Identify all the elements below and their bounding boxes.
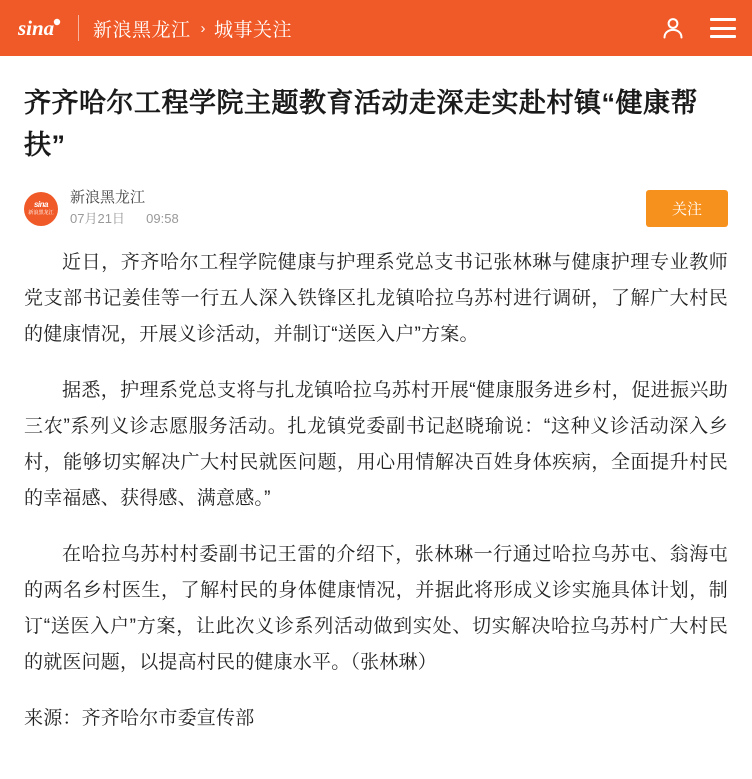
user-icon[interactable] xyxy=(658,13,688,43)
author-info xyxy=(70,188,646,229)
avatar-logo-text: sina xyxy=(33,200,48,209)
breadcrumb-item-channel[interactable]: 城事关注 xyxy=(214,19,293,41)
svg-text:sina: sina xyxy=(18,16,55,40)
breadcrumb-item-site[interactable]: 新浪黑龙江 xyxy=(93,19,191,41)
header-divider xyxy=(78,15,79,41)
sina-logo[interactable] xyxy=(16,13,68,43)
avatar[interactable] xyxy=(24,192,58,226)
publish-date: 07月21日 xyxy=(70,211,125,226)
publish-time: 09:58 xyxy=(146,211,179,226)
article-source: 来源：齐齐哈尔市委宣传部 xyxy=(24,708,255,729)
publish-datetime xyxy=(70,209,646,229)
article-paragraph: 在哈拉乌苏村村委副书记王雷的介绍下，张林琳一行通过哈拉乌苏屯、翁海屯的两名乡村医生，了解村民的身体健康情况，并据此将形成义诊实施具体计划，制订“送医入户”方案，让此次义诊系列活动做到实处、切实解决哈拉乌苏村广大村民的就医问题，以提高村民的健康水平。（张林琳） xyxy=(24,544,728,673)
chevron-right-icon: › xyxy=(200,19,207,37)
article-meta xyxy=(24,188,728,229)
follow-button[interactable]: 关注 xyxy=(646,190,728,227)
avatar-sub-text: 新浪黑龙江 xyxy=(28,210,54,216)
breadcrumb xyxy=(93,15,658,42)
article-container xyxy=(0,56,752,737)
hamburger-menu-icon[interactable] xyxy=(710,18,736,38)
article-paragraph: 近日，齐齐哈尔工程学院健康与护理系党总支书记张林琳与健康护理专业教师党支部书记姜佳等一行五人深入铁锋区扎龙镇哈拉乌苏村进行调研，了解广大村民的健康情况，开展义诊活动，并制订“送医入户”方案。 xyxy=(24,252,728,345)
author-name[interactable]: 新浪黑龙江 xyxy=(70,189,146,206)
article-paragraph: 据悉，护理系党总支将与扎龙镇哈拉乌苏村开展“健康服务进乡村，促进振兴助三农”系列义诊志愿服务活动。扎龙镇党委副书记赵晓瑜说：“这种义诊活动深入乡村，能够切实解决广大村民就医问题，用心用情解决百姓身体疾病，全面提升村民的幸福感、获得感、满意感。” xyxy=(24,380,728,509)
article-body xyxy=(24,245,728,737)
page-title: 齐齐哈尔工程学院主题教育活动走深走实赴村镇“健康帮扶” xyxy=(24,88,698,160)
header-actions xyxy=(658,13,736,43)
site-header xyxy=(0,0,752,56)
